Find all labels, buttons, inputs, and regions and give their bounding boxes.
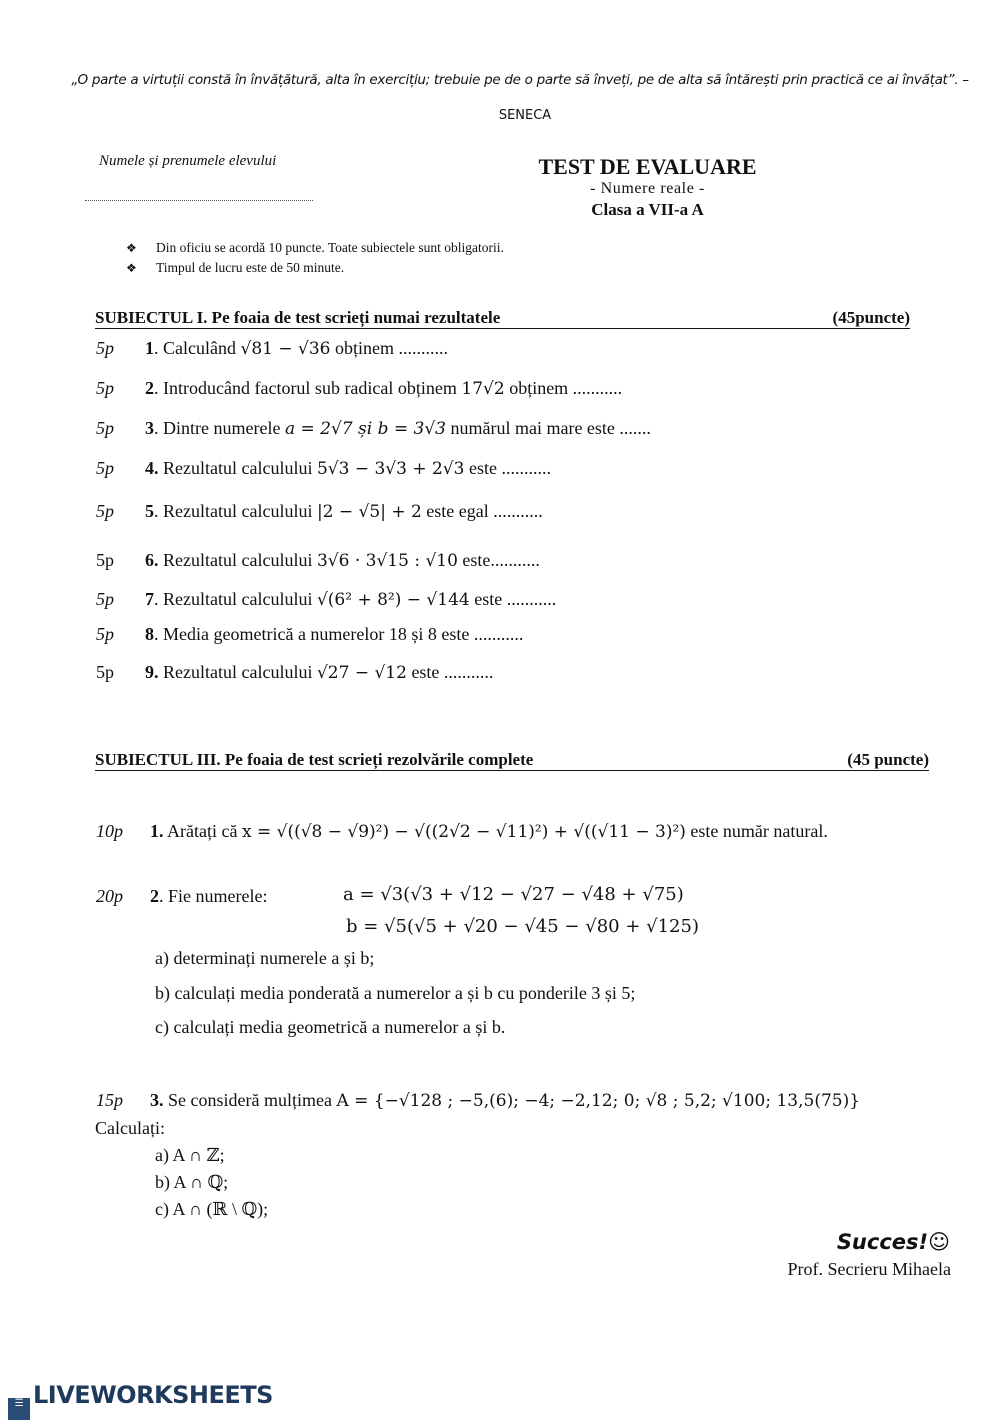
problem-1: 1. Arătați că x = √((√8 − √9)²) − √((2√2 − √11)²) + √((√11 − 3)²) este număr natural. [150, 821, 828, 842]
math-expression: √27 − √12 [316, 663, 407, 683]
item-points: 5p [96, 418, 114, 438]
item-points: 5p [96, 589, 114, 609]
question-7: 7. Rezultatul calculului √(6² + 8²) − √144 este ........... [145, 589, 557, 610]
problem2-sub-c: c) calculați media geometrică a numerelor a și b. [155, 1017, 506, 1037]
math-expression: 5√3 − 3√3 + 2√3 [316, 459, 465, 479]
item-points: 5p [96, 662, 114, 682]
item-points: 5p [96, 338, 114, 358]
question-3: 3. Dintre numerele a = 2√7 și b = 3√3 numărul mai mare este ....... [145, 418, 651, 439]
test-subtitle: - Numere reale - [590, 180, 705, 197]
math-expression: √81 − √36 [240, 339, 331, 359]
teacher-name: Prof. Secrieru Mihaela [787, 1259, 951, 1279]
motto-quote: „O parte a virtuții constă în învățătură, alta în exercițiu; trebuie pe de o parte să înveți, pe de alta să întărești prin practică ce ai învățat”. – [71, 72, 969, 88]
problem3-sub-c: c) A ∩ (ℝ \ ℚ); [155, 1199, 269, 1219]
problem3-sub-a: a) A ∩ ℤ; [155, 1145, 225, 1165]
liveworksheets-logo[interactable]: ☰ LIVEWORKSHEETS [8, 1381, 273, 1420]
question-5: 5. Rezultatul calculului |2 − √5| + 2 este egal ........... [145, 501, 543, 522]
calculate-label: Calculați: [95, 1118, 165, 1138]
item-points: 5p [96, 624, 114, 644]
success-message: Succes!☺ [836, 1230, 950, 1254]
expression-a: a = √3(√3 + √12 − √27 − √48 + √75) [343, 884, 684, 905]
math-expression: x = √((√8 − √9)²) − √((2√2 − √11)²) + √((√11 − 3)²) [241, 822, 686, 842]
liveworksheets-icon: ☰ [8, 1398, 30, 1420]
item-points: 5p [96, 458, 114, 478]
problem2-points: 20p [96, 886, 123, 906]
diamond-bullet-icon: ❖ [126, 241, 137, 255]
math-expression: √(6² + 8²) − √144 [316, 590, 470, 610]
diamond-bullet-icon: ❖ [126, 261, 137, 275]
question-6: 6. Rezultatul calculului 3√6 · 3√15 : √10 este........... [145, 550, 540, 571]
test-class: Clasa a VII-a A [591, 200, 704, 219]
item-points: 5p [96, 501, 114, 521]
problem3-sub-b: b) A ∩ ℚ; [155, 1172, 229, 1192]
student-name-label: Numele și prenumele elevului [99, 153, 277, 169]
question-8: 8. Media geometrică a numerelor 18 și 8 este ........... [145, 624, 524, 644]
question-2: 2. Introducând factorul sub radical obținem 17√2 obținem ........... [145, 378, 623, 399]
problem-2: 2. Fie numerele: [150, 886, 268, 906]
section3-heading: SUBIECTUL III. Pe foaia de test scrieți rezolvările complete (45 puncte) [95, 750, 929, 769]
expression-b: b = √5(√5 + √20 − √45 − √80 + √125) [346, 916, 699, 937]
problem2-sub-a: a) determinați numerele a și b; [155, 948, 375, 968]
student-name-line[interactable] [85, 200, 313, 201]
math-expression: a = 2√7 și b = 3√3 [284, 419, 446, 439]
motto-author: SENECA [498, 108, 552, 123]
math-expression: |2 − √5| + 2 [316, 502, 422, 522]
question-1: 1. Calculând √81 − √36 obținem ........... [145, 338, 448, 359]
item-points: 5p [96, 378, 114, 398]
problem1-points: 10p [96, 821, 123, 841]
math-expression: A = {−√128 ; −5,(6); −4; −2,12; 0; √8 ; 5,2; √100; 13,5(75)} [336, 1091, 861, 1111]
question-4: 4. Rezultatul calculului 5√3 − 3√3 + 2√3 este ........... [145, 458, 551, 479]
question-9: 9. Rezultatul calculului √27 − √12 este ........... [145, 662, 494, 683]
instruction-2: ❖ Timpul de lucru este de 50 minute. [126, 260, 345, 275]
math-expression: 3√6 · 3√15 : √10 [316, 551, 458, 571]
math-expression: 17√2 [461, 379, 505, 399]
instruction-1: ❖ Din oficiu se acordă 10 puncte. Toate subiectele sunt obligatorii. [126, 240, 504, 255]
problem-3: 3. Se consideră mulțimea A = {−√128 ; −5,(6); −4; −2,12; 0; √8 ; 5,2; √100; 13,5(75)} [150, 1090, 861, 1111]
test-title: TEST DE EVALUARE [538, 154, 757, 179]
section1-heading: SUBIECTUL I. Pe foaia de test scrieți numai rezultatele (45puncte) [95, 308, 910, 327]
problem3-points: 15p [96, 1090, 123, 1110]
item-points: 5p [96, 550, 114, 570]
problem2-sub-b: b) calculați media ponderată a numerelor a și b cu ponderile 3 și 5; [155, 983, 636, 1003]
